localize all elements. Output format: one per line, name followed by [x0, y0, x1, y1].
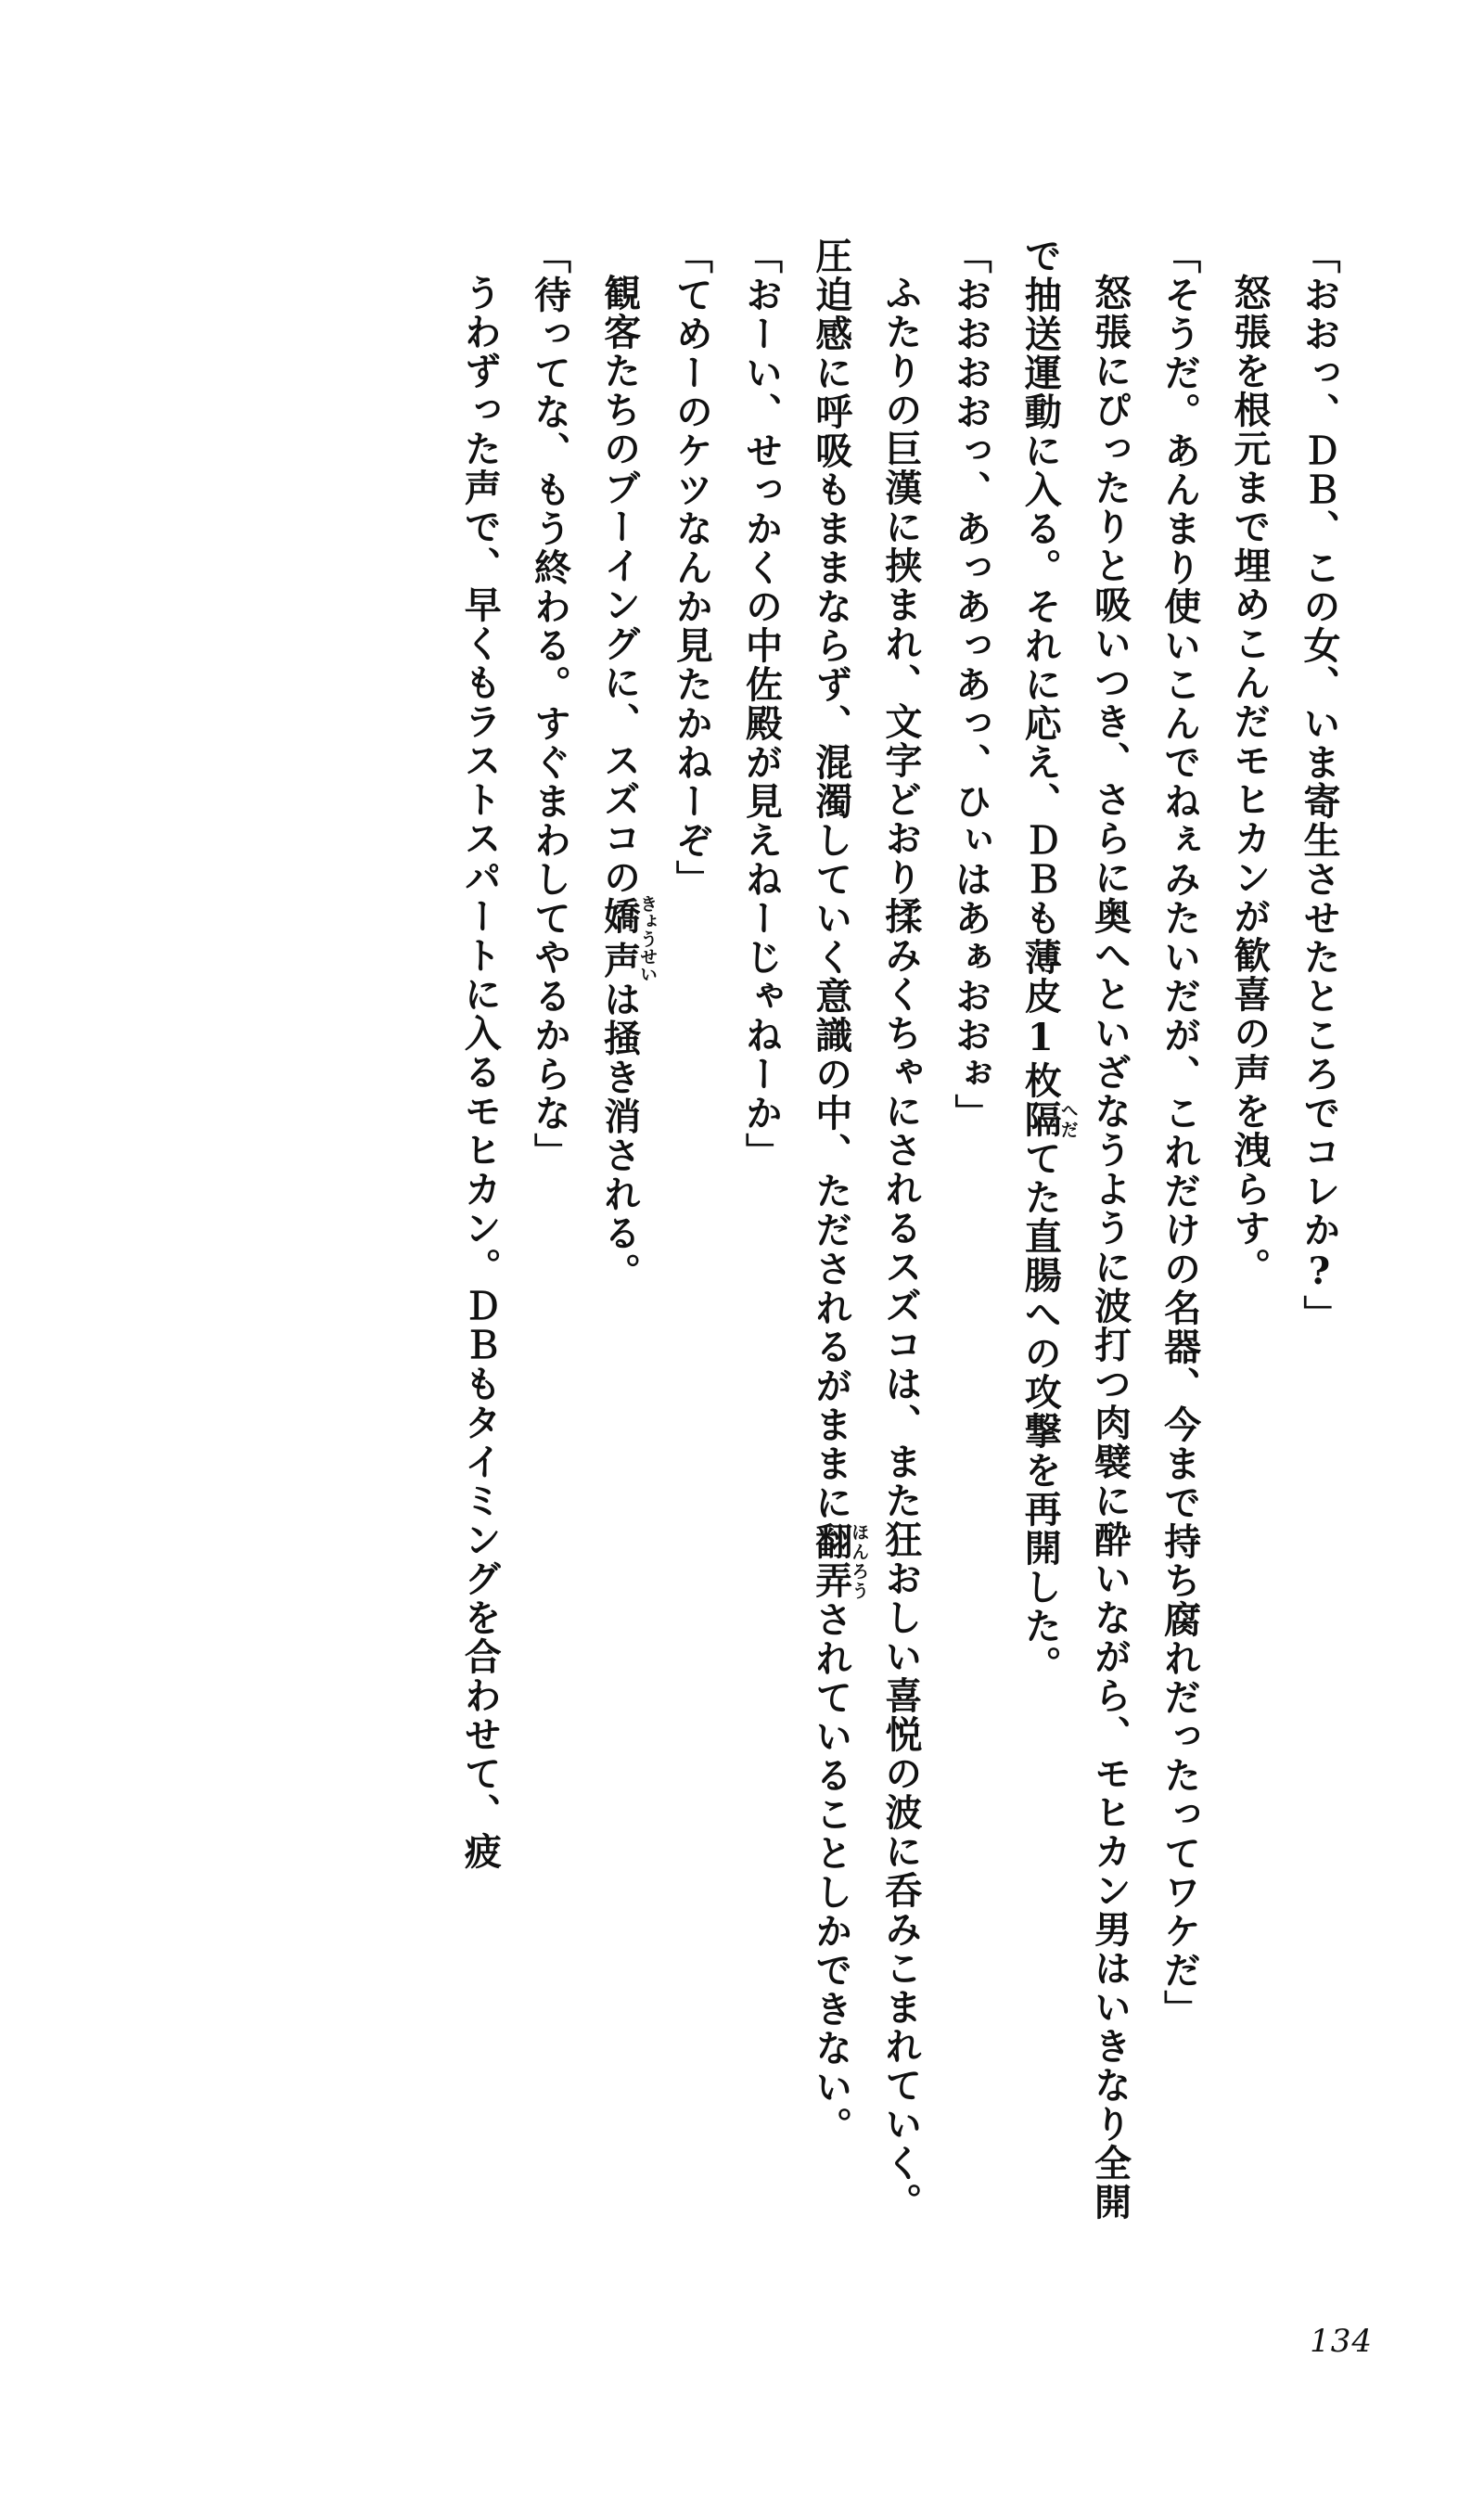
- ruby-reading-kyousei: きょうせい: [637, 894, 659, 983]
- paragraph-3: 「そうだ。あんまり使いこんでねぇみたいだが、これだけの名器、今まで持ち腐れだったってワケだ」: [1158, 237, 1202, 2029]
- vertical-text-block: [111, 237, 1354, 2249]
- paragraph-1: 「おおっ、ＤＢ、この女、いま寄生させたところでコレか?」: [1298, 237, 1341, 1334]
- paragraph-11: うわずった声で、早くもラストスパートに入るモヒカン。ＤＢもタイミングを合わせて、疲: [458, 274, 503, 1871]
- ruby-reading-honrou: ほんろう: [849, 1522, 870, 1600]
- page-number: 134: [1310, 2323, 1373, 2360]
- paragraph-7: 「おーい、せっかくの中佐殿が見えねーじゃねーか」: [739, 237, 784, 1172]
- ruby-hedate: 隔へだ: [1018, 1100, 1079, 1139]
- paragraph-2: 怒張を根元まで埋めこんだモヒカンが歓喜の声を洩らす。: [1227, 274, 1272, 1287]
- ruby-kyousei: 嬌声きょうせい: [597, 894, 659, 983]
- ruby-reading-hedate: へだ: [1057, 1100, 1079, 1139]
- paragraph-6: ふたりの巨漢に挟まれ、文字どおり揉みくちゃにされるスズコは、また狂おしい喜悦の波に呑みこまれていく。圧迫感に呼吸もままならず、混濁していく意識の中、ただされるがままに翻弄ほんろうされていることしかできない。: [809, 237, 923, 2222]
- ruby-honrou: 翻弄ほんろう: [809, 1522, 870, 1600]
- paragraph-5: 「おおおおっ、あっあっあっ、ひぃはあぁおおぉ」: [949, 237, 993, 1133]
- paragraph-9: 観客たちのブーイングに、スズコの嬌声きょうせいは掻き消される。: [597, 274, 659, 1292]
- paragraph-8: 「てめーのケツなんか見たかねーぞ」: [670, 237, 714, 899]
- paragraph-4: 怒張にぴったりと吸いつき、さらに奥へといざなうように波打つ肉襞に酔いながら、モヒカン男はいきなり全開で抽送運動に入る。それに応え、ＤＢも薄皮1枚隔へだてた直腸への攻撃を再開した。: [1018, 237, 1132, 2222]
- paragraph-10: 「待ってな、もう終わる。すぐまわしてやるからな」: [528, 237, 572, 1172]
